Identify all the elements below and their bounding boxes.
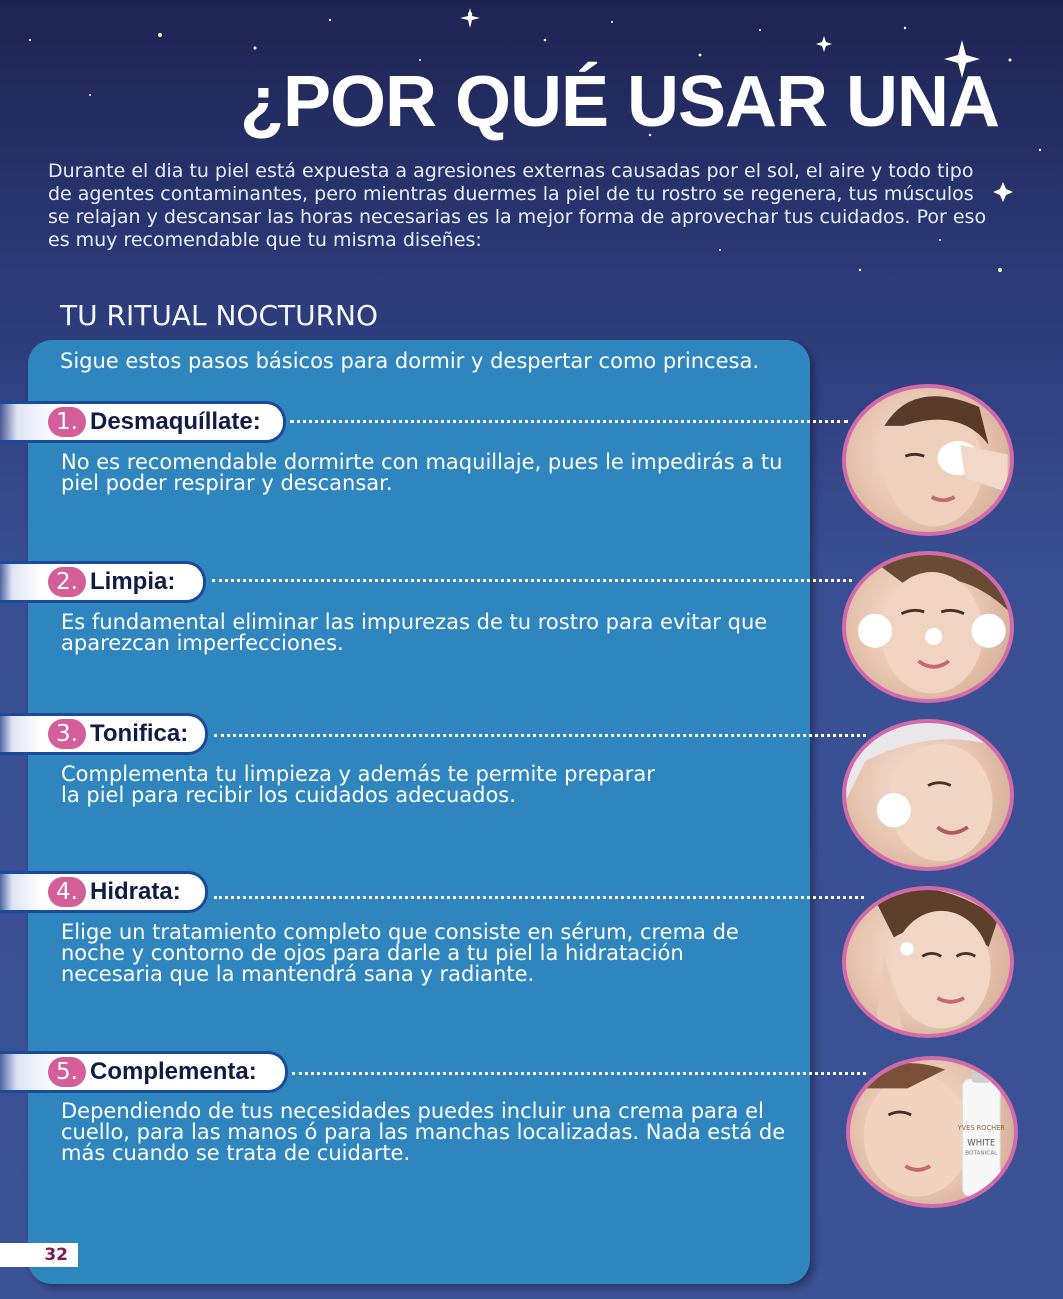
step-text-4: Elige un tratamiento completo que consiste en sérum, crema de noche y contorno de ojos para darle a tu piel la hidratación necesaria que la mantendrá sana y radiante. bbox=[61, 920, 739, 986]
step-number-3: 3. bbox=[48, 719, 86, 749]
step-number-4: 4. bbox=[48, 877, 86, 907]
step-number-5: 5. bbox=[48, 1057, 86, 1087]
step-title-3: Tonifica: bbox=[90, 720, 189, 747]
step-title-1: Desmaquíllate: bbox=[90, 408, 261, 435]
dotted-connector-3 bbox=[214, 734, 866, 737]
step-title-5: Complementa: bbox=[90, 1058, 257, 1085]
panel-intro-text: Sigue estos pasos básicos para dormir y despertar como princesa. bbox=[60, 349, 759, 373]
step-tab-5 bbox=[0, 1051, 288, 1093]
step-number-1: 1. bbox=[48, 407, 86, 437]
step-text-5: Dependiendo de tus necesidades puedes incluir una crema para el cuello, para las manos ó para las manchas localizadas. Nada está de más cuando se trata de cuidarte. bbox=[61, 1099, 786, 1165]
product-name-label: WHITE bbox=[967, 1138, 996, 1149]
intro-paragraph: Durante el dia tu piel está expuesta a agresiones externas causadas por el sol, el aire y todo tipo de agentes contaminantes, pero mientras duermes la piel de tu rostro se regenera, tus músculos se relajan y descansar las horas necesarias es la mejor forma de aprovechar tus cuidados. Por eso es muy recomendable que tu misma diseñes: bbox=[48, 160, 987, 251]
step-title-2: Limpia: bbox=[90, 568, 176, 595]
step-text-3: Complementa tu limpieza y además te permite preparar la piel para recibir los cuidados adecuados. bbox=[61, 762, 655, 807]
step-text-1: No es recomendable dormirte con maquillaje, pues le impedirás a tu piel poder respirar y descansar. bbox=[61, 450, 783, 495]
face-with-serum-bottle-photo bbox=[846, 1056, 1018, 1208]
face-toning-cotton-photo bbox=[842, 719, 1014, 871]
product-line-label: BOTANICAL bbox=[965, 1150, 998, 1157]
face-removing-makeup-photo bbox=[842, 384, 1014, 536]
dotted-connector-2 bbox=[212, 579, 852, 582]
product-brand-label: YVES ROCHER bbox=[957, 1124, 1005, 1133]
step-number-2: 2. bbox=[48, 567, 86, 597]
face-moisturizing-cream-photo bbox=[842, 886, 1014, 1038]
face-cleansing-foam-photo bbox=[842, 551, 1014, 703]
step-tab-3 bbox=[0, 713, 208, 755]
step-tab-4 bbox=[0, 871, 208, 913]
step-tab-2 bbox=[0, 561, 206, 603]
page-number: 32 bbox=[0, 1243, 78, 1267]
step-text-2: Es fundamental eliminar las impurezas de tu rostro para evitar que aparezcan imperfecciones. bbox=[61, 610, 768, 655]
page-title: ¿POR QUÉ USAR UNA bbox=[240, 62, 1000, 142]
dotted-connector-5 bbox=[292, 1072, 866, 1075]
section-heading: TU RITUAL NOCTURNO bbox=[60, 299, 379, 332]
step-tab-1 bbox=[0, 401, 286, 443]
dotted-connector-4 bbox=[214, 896, 864, 899]
dotted-connector-1 bbox=[290, 420, 848, 423]
step-title-4: Hidrata: bbox=[90, 878, 181, 905]
